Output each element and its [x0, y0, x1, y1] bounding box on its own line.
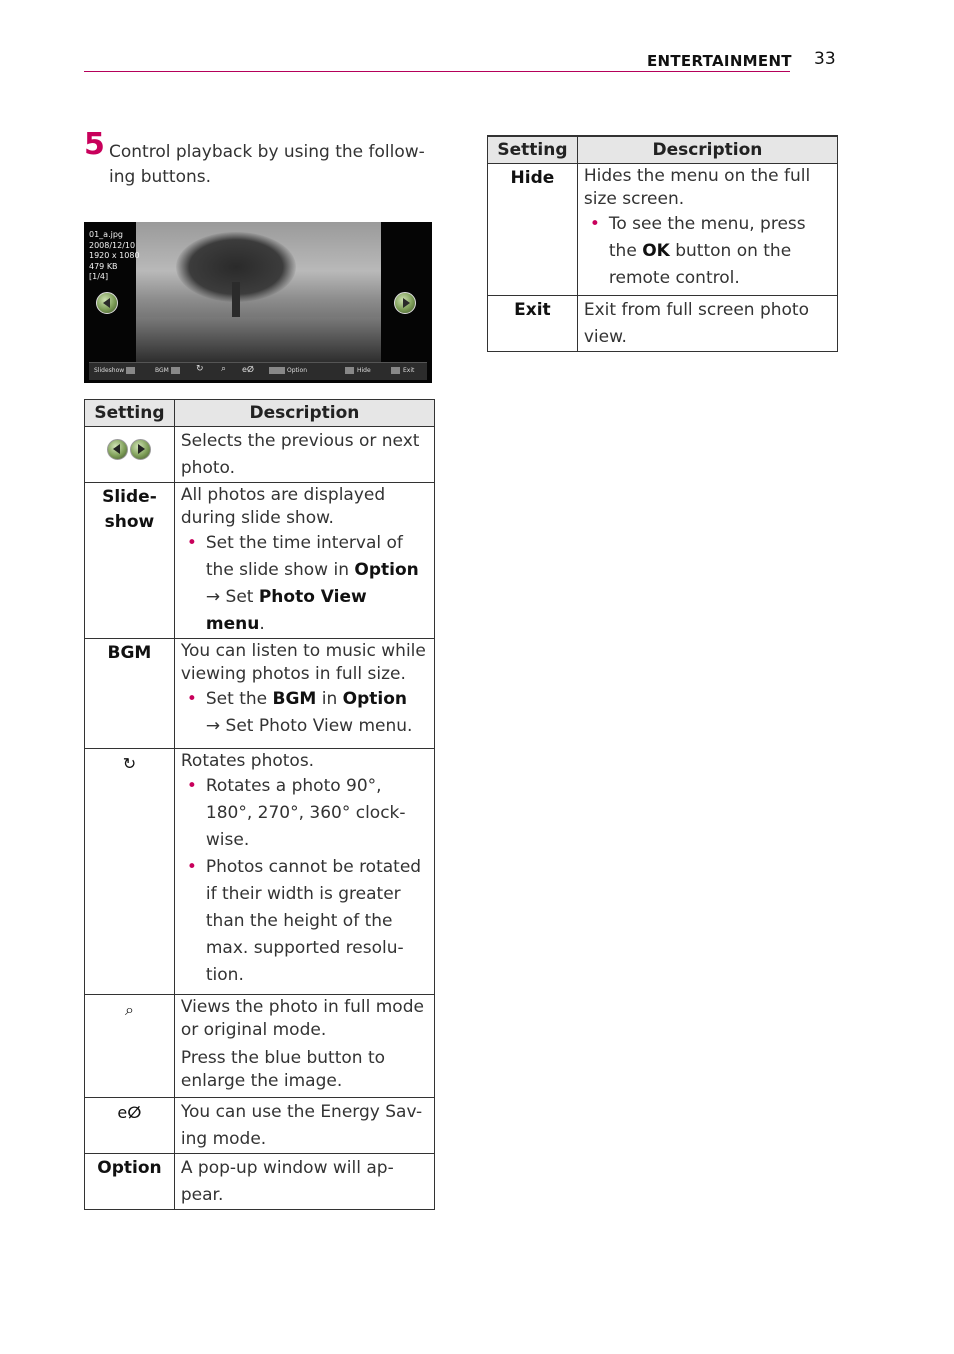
info-resolution: 1920 x 1080	[89, 251, 140, 260]
info-size: 479 KB	[89, 261, 118, 271]
table-row	[85, 427, 435, 483]
section-title: ENTERTAINMENT	[647, 52, 792, 70]
bgm-bullet: • Set the BGM in Option → Set Photo View menu.	[181, 686, 430, 740]
bgm-desc: You can listen to music while viewing photos in full size. • Set the BGM in Option → Set Photo View menu.	[174, 639, 434, 749]
table-header-row	[85, 400, 435, 427]
header-description: Description	[577, 136, 837, 164]
table-header-row	[488, 136, 838, 164]
table-row	[85, 1098, 435, 1154]
next-arrow-icon	[130, 439, 151, 460]
info-filename: 01_a.jpg	[89, 230, 124, 239]
rotate-desc: Rotates photos. • Rotates a photo 90°, 180°, 270°, 360° clock-wise. • Photos cannot be rotated if their width is greater than the height of the max. supported resolu-tion.	[174, 749, 434, 995]
hide-setting: Hide	[488, 164, 578, 296]
header-setting: Setting	[85, 400, 175, 427]
header-description: Description	[174, 400, 434, 427]
page-number: 33	[814, 49, 836, 69]
rotate-bullet-2: • Photos cannot be rotated if their width is greater than the height of the max. supported resolu-tion.	[181, 854, 430, 989]
exit-setting: Exit	[488, 296, 578, 352]
option-desc: A pop-up window will ap-pear.	[174, 1154, 434, 1210]
step-number: 5	[84, 127, 105, 162]
hide-bullet: • To see the menu, press the OK button on the remote control.	[584, 211, 833, 292]
toolbar-hide[interactable]: Hide	[345, 367, 371, 374]
next-photo-icon[interactable]	[394, 292, 416, 314]
zoom-setting	[85, 995, 175, 1098]
zoom-icon[interactable]: ⌕	[221, 364, 227, 374]
viewer-toolbar	[89, 362, 427, 380]
table-row	[85, 483, 435, 639]
prev-next-desc: Selects the previous or next photo.	[174, 427, 434, 483]
table-row	[85, 995, 435, 1098]
table-row	[85, 639, 435, 749]
table-row	[488, 296, 838, 352]
rotate-bullet-1: • Rotates a photo 90°, 180°, 270°, 360° clock-wise.	[181, 773, 430, 854]
bgm-setting: BGM	[85, 639, 175, 749]
energy-saving-icon: eⵁ	[117, 1103, 142, 1122]
photo-viewer-screenshot	[84, 222, 432, 383]
info-date: 2008/12/10	[89, 240, 136, 250]
controls-table	[84, 399, 435, 1210]
previous-arrow-icon	[107, 439, 128, 460]
table-row	[85, 1154, 435, 1210]
rotate-icon: ↻	[122, 754, 137, 773]
toolbar-option[interactable]: Option	[269, 367, 307, 374]
slideshow-bullet: • Set the time interval of the slide show in Option → Set Photo View menu.	[181, 530, 430, 638]
rotate-icon[interactable]: ↻	[196, 364, 204, 374]
zoom-icon: ⌕	[124, 1000, 134, 1019]
toolbar-slideshow[interactable]: Slideshow	[94, 367, 135, 374]
ground-shape	[136, 317, 381, 362]
controls-table-continued	[487, 135, 838, 352]
table-row	[85, 749, 435, 995]
header-setting: Setting	[488, 136, 578, 164]
table-row	[488, 164, 838, 296]
toolbar-bgm[interactable]: BGM	[155, 367, 180, 374]
zoom-desc: Views the photo in full mode or original mode. Press the blue button to enlarge the image.	[174, 995, 434, 1098]
energy-saving-icon[interactable]: eⵁ	[242, 365, 255, 374]
rotate-setting	[85, 749, 175, 995]
toolbar-exit[interactable]: Exit	[391, 367, 414, 374]
previous-photo-icon[interactable]	[96, 292, 118, 314]
prev-next-cell	[85, 427, 175, 483]
option-setting: Option	[85, 1154, 175, 1210]
step-text: Control playback by using the follow-ing buttons.	[109, 142, 425, 187]
info-index: [1/4]	[89, 272, 109, 281]
slideshow-setting: Slide- show	[85, 483, 175, 639]
energy-setting	[85, 1098, 175, 1154]
energy-desc: You can use the Energy Sav-ing mode.	[174, 1098, 434, 1154]
photo-info	[89, 230, 140, 283]
exit-desc: Exit from full screen photo view.	[577, 296, 837, 352]
slideshow-desc: All photos are displayed during slide show. • Set the time interval of the slide show in Option → Set Photo View menu.	[174, 483, 434, 639]
hide-desc: Hides the menu on the full size screen. • To see the menu, press the OK button on the remote control.	[577, 164, 837, 296]
header-rule	[84, 71, 790, 72]
photo-image	[136, 222, 381, 362]
